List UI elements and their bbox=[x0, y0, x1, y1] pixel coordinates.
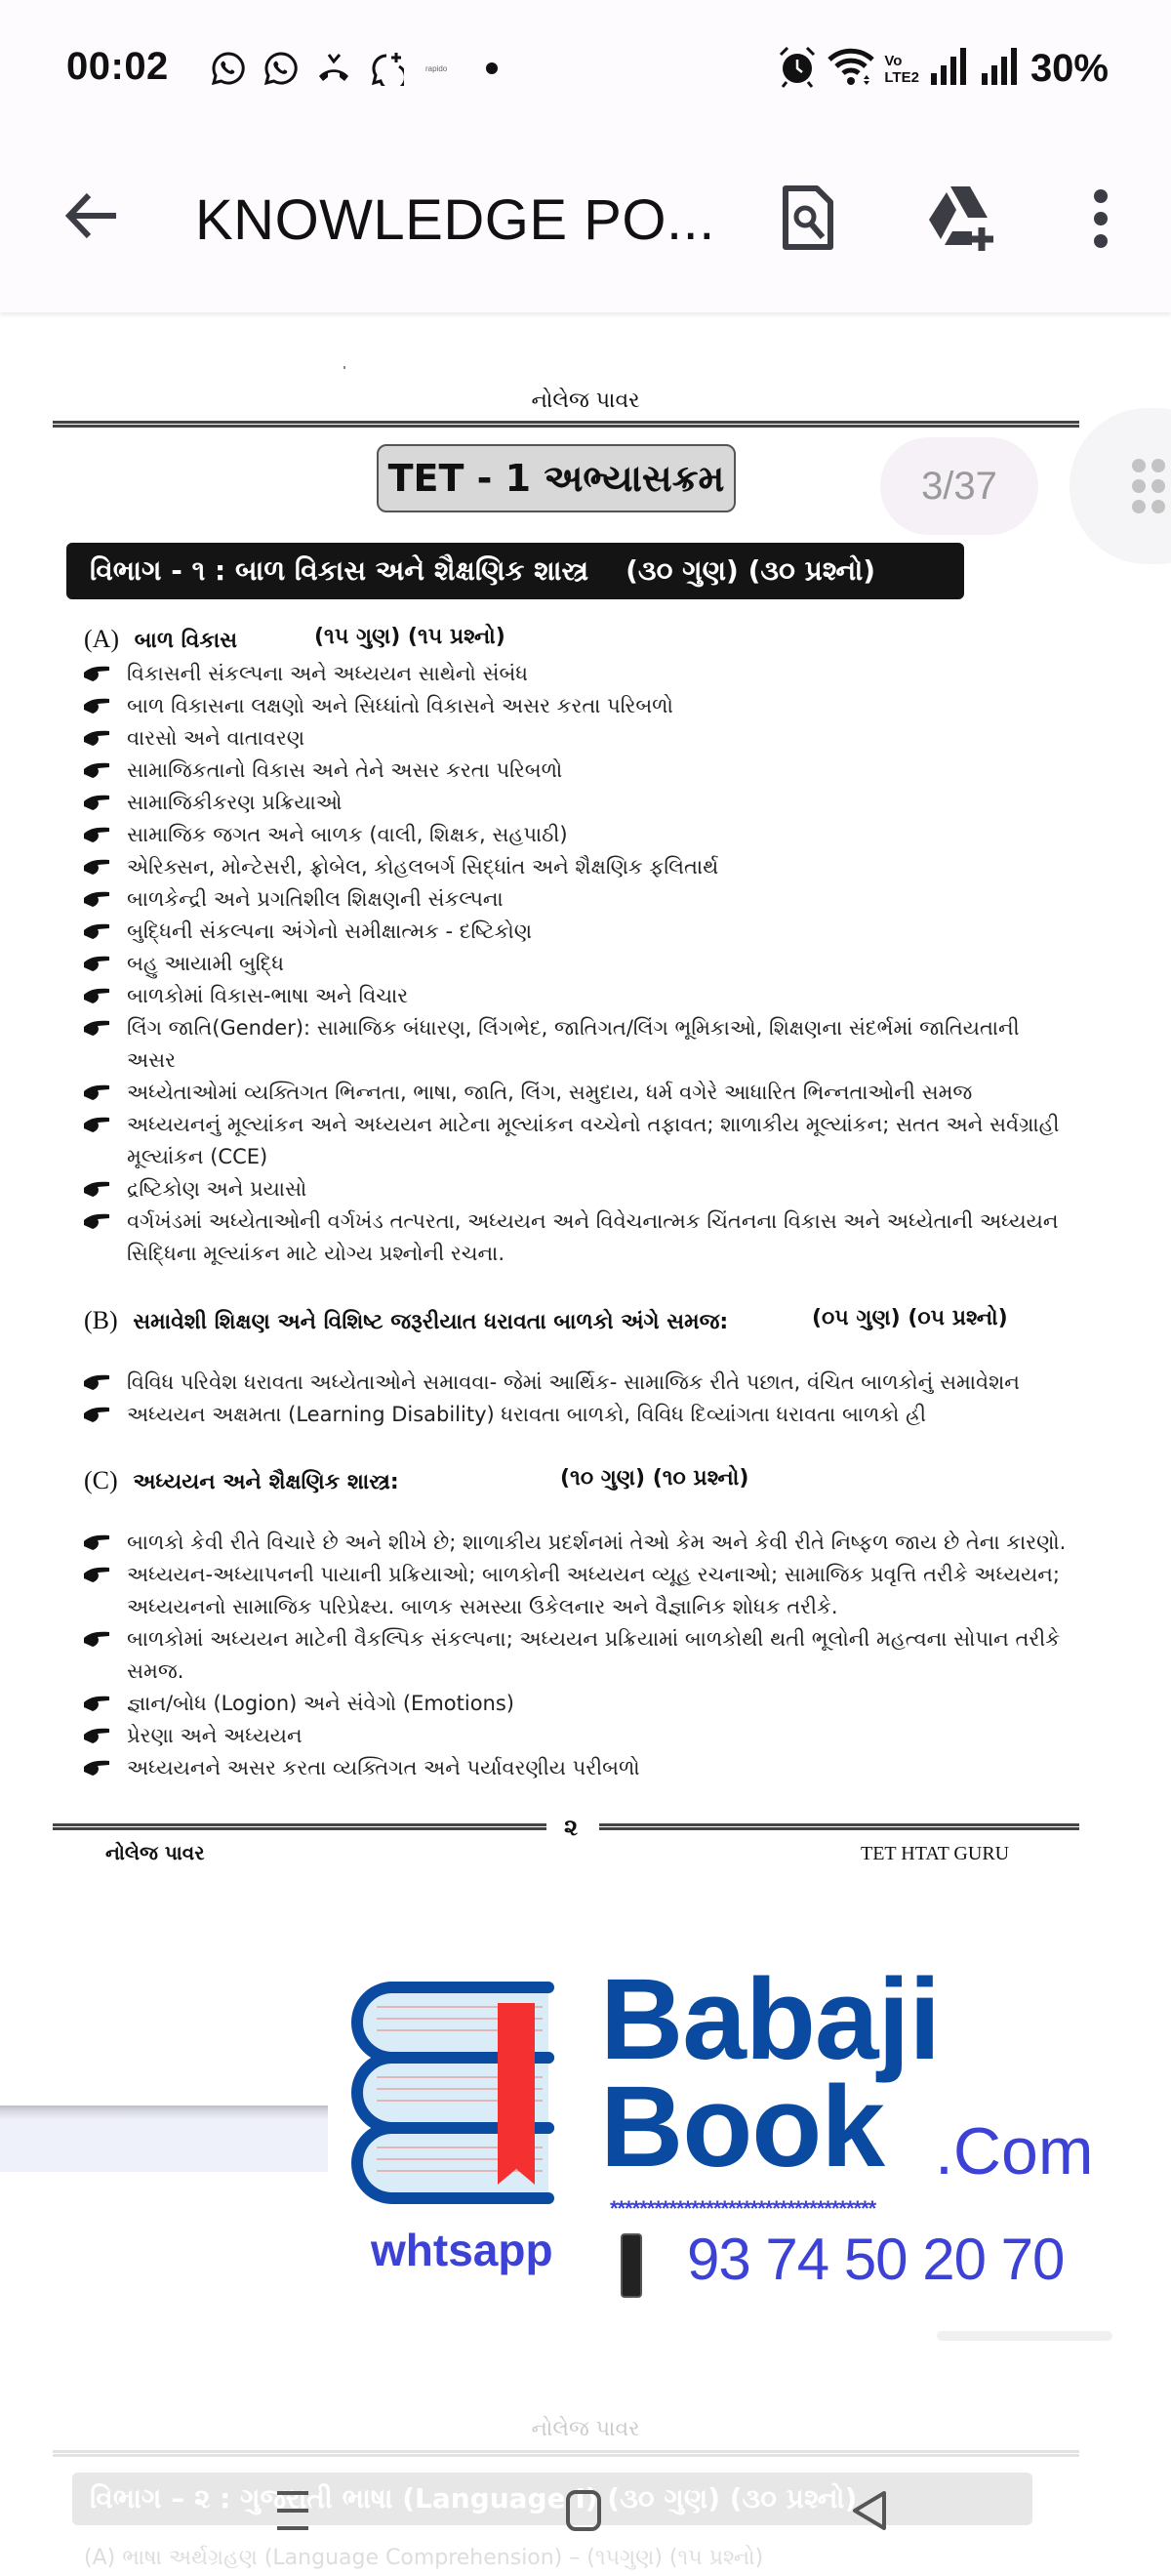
section-title: વિભાગ - ૧ : બાળ વિકાસ અને શૈક્ષણિક શાસ્ત્ર bbox=[90, 554, 589, 587]
pointing-hand-icon bbox=[84, 1018, 111, 1038]
pointing-hand-icon bbox=[84, 921, 111, 941]
header-rule bbox=[53, 421, 1079, 428]
pointing-hand-icon bbox=[84, 664, 111, 683]
notification-icons bbox=[209, 49, 498, 88]
pointing-hand-icon bbox=[84, 1115, 111, 1134]
list-item: બાળકેન્દ્રી અને પ્રગતિશીલ શિક્ષણની સંકલ્પના bbox=[84, 883, 1070, 916]
rapido-label: rapido bbox=[425, 63, 448, 73]
pointing-hand-icon bbox=[84, 1758, 111, 1778]
drag-dots-icon bbox=[1132, 459, 1165, 513]
pointing-hand-icon bbox=[84, 1694, 111, 1713]
app-bar bbox=[0, 137, 1171, 312]
next-section-banner: વિભાગ – ૨ : ગુજરાતી ભાષા (Language I) (૩૦ ગુણ) (૩૦ પ્રશ્નો) bbox=[72, 2473, 1032, 2525]
list-item: વિવિધ પરિવેશ ધરાવતા અધ્યેતાઓને સમાવવા- જેમાં આર્થિક- સામાજિક રીતે પછાત, વંચિત બાળકોનું સમાવેશન bbox=[84, 1367, 1070, 1399]
pointing-hand-icon bbox=[84, 1179, 111, 1199]
find-in-document-icon bbox=[781, 184, 835, 253]
pointing-hand-icon bbox=[84, 954, 111, 973]
pointing-hand-icon bbox=[84, 1372, 111, 1392]
volte-indicator: Vo LTE2 bbox=[884, 52, 919, 86]
brand-name-line1: Babaji bbox=[600, 1955, 941, 2084]
pointing-hand-icon bbox=[84, 986, 111, 1005]
subsection-a-heading: (A) બાળ વિકાસ (૧૫ ગુણ) (૧૫ પ્રશ્નો) bbox=[84, 625, 505, 653]
list-item: લિંગ જાતિ(Gender): સામાજિક બંધારણ, લિંગભેદ, જાતિગત/લિંગ ભૂમિકાઓ, શિક્ષણના સંદર્ભમાં જાતિયતાની અસર bbox=[84, 1012, 1070, 1077]
brand-name-line2: Book bbox=[600, 2063, 884, 2191]
list-item: અધ્યયન-અધ્યાપનની પાયાની પ્રક્રિયાઓ; બાળકોની અધ્યયન વ્યૂહ રચનાઓ; સામાજિક પ્રવૃત્તિ તરીકે અધ્યયન; અધ્યયનનો સામાજિક પરિપ્રેક્ષ્ય. બાળક સમસ્યા ઉકેલનાર અને વૈજ્ઞાનિક શોધક તરીકે. bbox=[84, 1559, 1070, 1623]
list-item: સામાજિકતાનો વિકાસ અને તેને અસર કરતા પરિબળો bbox=[84, 755, 1070, 787]
whatsapp-icon bbox=[262, 49, 301, 88]
next-page-header: નોલેજ પાવર bbox=[531, 2417, 640, 2441]
mobile-phone-icon bbox=[621, 2233, 642, 2298]
list-item: અધ્યયન અક્ષમતા (Learning Disability) ધરાવતા બાળકો, વિવિધ દિવ્યાંગતા ધરાવતા બાળકો હ્રી bbox=[84, 1399, 1070, 1431]
whatsapp-icon bbox=[209, 49, 248, 88]
next-subsection-heading: (A) ભાષા અર્થગ્રહણ (Language Comprehension) – (૧૫ગુણ) (૧૫ પ્રશ્નો) bbox=[84, 2546, 764, 2570]
document-title: KNOWLEDGE PO... bbox=[195, 188, 715, 252]
battery-level: 30% bbox=[1030, 47, 1109, 90]
subsection-c-list bbox=[84, 1527, 1070, 1784]
more-vert-icon bbox=[1091, 188, 1110, 249]
pointing-hand-icon bbox=[84, 696, 111, 716]
back-button[interactable] bbox=[57, 182, 125, 250]
pointing-hand-icon bbox=[84, 1211, 111, 1231]
pointing-hand-icon bbox=[84, 793, 111, 812]
book-stack-logo-icon bbox=[343, 1980, 578, 2204]
subsection-c-heading: (C) અધ્યયન અને શૈક્ષણિક શાસ્ત્ર: (૧૦ ગુણ) (૧૦ પ્રશ્નો) bbox=[84, 1466, 749, 1494]
page-header: નોલેજ પાવર bbox=[531, 388, 640, 413]
section-marks: (૩૦ ગુણ) (૩૦ પ્રશ્નો) bbox=[626, 554, 876, 587]
missed-call-icon bbox=[314, 49, 353, 88]
list-item: દ્રષ્ટિકોણ અને પ્રયાસો bbox=[84, 1173, 1070, 1206]
list-item: વિકાસની સંકલ્પના અને અધ્યયન સાથેનો સંબંધ bbox=[84, 658, 1070, 690]
list-item: જ્ઞાન/બોધ (Logion) અને સંવેગો (Emotions) bbox=[84, 1688, 1070, 1720]
footer-source: TET HTAT GURU bbox=[861, 1843, 1010, 1864]
pointing-hand-icon bbox=[84, 1629, 111, 1649]
footer-publisher: નોલેજ પાવર bbox=[105, 1841, 205, 1864]
list-item: અધ્યયનનું મૂલ્યાંકન અને અધ્યયન માટેના મૂલ્યાંકન વચ્ચેનો તફાવત; શાળાકીય મૂલ્યાંકન; સતત અને સર્વગ્રાહી મૂલ્યાંકન (CCE) bbox=[84, 1109, 1070, 1173]
signal-sim1-icon bbox=[929, 46, 970, 92]
add-to-drive-button[interactable] bbox=[923, 180, 1001, 258]
section-banner bbox=[66, 543, 964, 599]
more-options-button[interactable] bbox=[1062, 180, 1140, 258]
status-bar bbox=[0, 0, 1171, 137]
list-item: બાળ વિકાસના લક્ષણો અને સિધ્ધાંતો વિકાસને અસર કરતા પરિબળો bbox=[84, 690, 1070, 722]
pointing-hand-icon bbox=[84, 825, 111, 844]
list-item: સામાજિકીકરણ પ્રક્રિયાઓ bbox=[84, 787, 1070, 819]
fast-scroll-handle[interactable] bbox=[1070, 408, 1171, 564]
contact-label: whtsapp bbox=[371, 2225, 553, 2275]
page-number: ૨ bbox=[563, 1814, 579, 1841]
next-page-rule bbox=[53, 2450, 1079, 2457]
brand-domain: .Com bbox=[935, 2114, 1094, 2188]
pointing-hand-icon bbox=[84, 728, 111, 748]
home-icon bbox=[564, 2489, 603, 2532]
list-item: બાળકો કેવી રીતે વિચારે છે અને શીખે છે; શાળાકીય પ્રદર્શનમાં તેઓ કેમ અને કેવી રીતે નિષ્ફળ જાય છે તેના કારણો. bbox=[84, 1527, 1070, 1559]
system-nav-bar bbox=[0, 2470, 1171, 2548]
subsection-b-list bbox=[84, 1367, 1070, 1431]
stray-mark bbox=[343, 366, 345, 369]
list-item: બાળકોમાં વિકાસ-ભાષા અને વિચાર bbox=[84, 980, 1070, 1012]
list-item: સામાજિક જગત અને બાળક (વાલી, શિક્ષક, સહપાઠી) bbox=[84, 819, 1070, 851]
pointing-hand-icon bbox=[84, 1565, 111, 1584]
list-item: અધ્યેતાઓમાં વ્યક્તિગત ભિન્નતા, ભાષા, જાતિ, લિંગ, સમુદાય, ધર્મ વગેરે આધારિત ભિન્નતાઓની સમજ bbox=[84, 1077, 1070, 1109]
list-item: એરિક્સન, મોન્ટેસરી, ફ્રોબેલ, કોહલબર્ગ સિદ્ધાંત અને શૈક્ષણિક ફલિતાર્થ bbox=[84, 851, 1070, 883]
phone-number: 93 74 50 20 70 bbox=[687, 2227, 1065, 2292]
recent-apps-button[interactable] bbox=[263, 2481, 322, 2540]
signal-sim2-icon bbox=[980, 46, 1021, 92]
footer-rule-right bbox=[599, 1823, 1079, 1830]
pointing-hand-icon bbox=[84, 1726, 111, 1745]
list-item: પ્રેરણા અને અધ્યયન bbox=[84, 1720, 1070, 1752]
recent-apps-icon bbox=[273, 2489, 312, 2532]
pointing-hand-icon bbox=[84, 1405, 111, 1424]
home-button[interactable] bbox=[554, 2481, 613, 2540]
ad-shadow bbox=[937, 2331, 1112, 2341]
system-icons bbox=[777, 45, 1109, 93]
find-in-document-button[interactable] bbox=[769, 180, 847, 258]
arrow-back-icon bbox=[63, 191, 118, 240]
pointing-hand-icon bbox=[84, 1083, 111, 1102]
pointing-hand-icon bbox=[84, 889, 111, 909]
list-item: વારસો અને વાતાવરણ bbox=[84, 722, 1070, 755]
add-to-drive-icon bbox=[923, 184, 1001, 253]
list-item: બાળકોમાં અધ્યયન માટેની વૈકલ્પિક સંકલ્પના; અધ્યયન પ્રક્રિયામાં બાળકોથી થતી ભૂલોની મહત્વના સોપાન તરીકે સમજ. bbox=[84, 1623, 1070, 1688]
clock: 00:02 bbox=[66, 45, 169, 88]
pointing-hand-icon bbox=[84, 760, 111, 780]
subsection-b-heading: (B) સમાવેશી શિક્ષણ અને વિશિષ્ટ જરૂરીયાત ધરાવતા બાળકો અંગે સમજ: (૦૫ ગુણ) (૦૫ પ્રશ્નો) bbox=[84, 1306, 1008, 1334]
back-triangle-icon bbox=[849, 2489, 892, 2532]
list-item: અધ્યયનને અસર કરતા વ્યક્તિગત અને પર્યાવરણીય પરીબળો bbox=[84, 1752, 1070, 1784]
syllabus-title: TET - 1 અભ્યાસક્રમ bbox=[377, 444, 736, 512]
pointing-hand-icon bbox=[84, 1533, 111, 1552]
whatsapp-business-icon bbox=[367, 49, 406, 88]
list-item: વર્ગખંડમાં અધ્યેતાઓની વર્ગખંડ તત્પરતા, અધ્યયન અને વિવેચનાત્મક ચિંતનના વિકાસ અને અધ્યેતાની અધ્યયન સિદ્ધિના મૂલ્યાંકન માટે યોગ્ય પ્રશ્નોની રચના. bbox=[84, 1206, 1070, 1270]
back-nav-button[interactable] bbox=[841, 2481, 900, 2540]
list-item: બહુ આયામી બુદ્ધિ bbox=[84, 948, 1070, 980]
more-notifications-dot bbox=[486, 62, 498, 74]
footer-rule-left bbox=[53, 1823, 546, 1830]
decorative-stars: ************************************ bbox=[610, 2196, 876, 2221]
scrollbar-thumb[interactable] bbox=[0, 2106, 328, 2172]
wifi-icon bbox=[828, 46, 874, 92]
pointing-hand-icon bbox=[84, 857, 111, 877]
page-indicator: 3/37 bbox=[880, 437, 1038, 535]
alarm-icon bbox=[777, 45, 818, 93]
subsection-a-list bbox=[84, 658, 1070, 1270]
list-item: બુદ્ધિની સંકલ્પના અંગેનો સમીક્ષાત્મક - દષ્ટિકોણ bbox=[84, 916, 1070, 948]
